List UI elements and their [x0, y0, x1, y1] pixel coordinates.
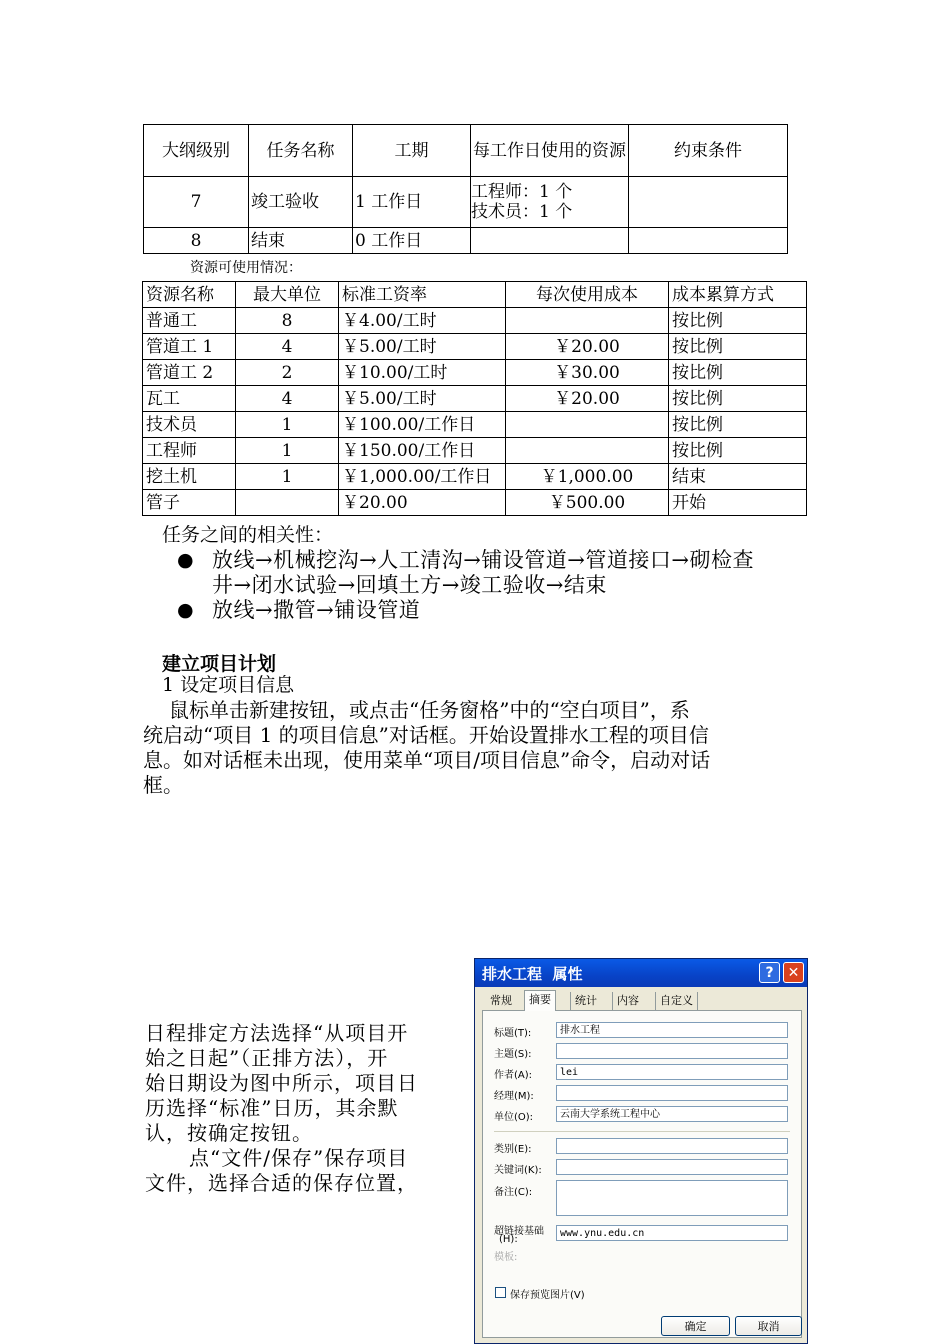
hyperlink-field[interactable]: www.ynu.edu.cn: [556, 1225, 788, 1241]
paragraph-line: 统启动“项目 1 的项目信息”对话框。开始设置排水工程的项目信: [143, 723, 709, 747]
task-header-name: 任务名称: [249, 125, 353, 177]
cancel-button[interactable]: 取消: [735, 1316, 802, 1336]
table-cell: 结束: [669, 464, 807, 490]
table-cell: [506, 412, 669, 438]
table-cell: 技术员: [143, 412, 236, 438]
tab-statistics[interactable]: 统计: [570, 992, 601, 1010]
preview-checkbox-label: 保存预览图片(V): [510, 1290, 585, 1301]
table-cell: 0 工作日: [353, 228, 471, 254]
task-header-constraint: 约束条件: [629, 125, 788, 177]
comments-field[interactable]: [556, 1180, 788, 1216]
table-cell: ￥1,000.00/工作日: [339, 464, 506, 490]
dialog-titlebar[interactable]: [475, 959, 807, 987]
tab-summary[interactable]: 摘要: [524, 990, 556, 1011]
table-cell: 按比例: [669, 386, 807, 412]
subheading: 1 设定项目信息: [162, 674, 295, 696]
category-label: 类别(E):: [494, 1144, 532, 1155]
table-cell: ￥30.00: [506, 360, 669, 386]
bullet-line: 井→闭水试验→回填土方→竣工验收→结束: [212, 573, 607, 597]
table-cell: 管道工 1: [143, 334, 236, 360]
resource-caption: 资源可使用情况：: [190, 260, 302, 276]
side-line: 认，按确定按钮。: [145, 1121, 313, 1145]
table-cell: ￥20.00: [506, 334, 669, 360]
table-cell: 8: [144, 228, 249, 254]
table-cell: 1 工作日: [353, 177, 471, 228]
table-cell: ￥10.00/工时: [339, 360, 506, 386]
hyperlink-label-key: (H):: [499, 1234, 518, 1245]
resource-header-cost: 每次使用成本: [506, 282, 669, 308]
dialog-title: 排水工程 属性: [482, 965, 583, 983]
table-cell: 管道工 2: [143, 360, 236, 386]
help-button[interactable]: ?: [759, 962, 780, 983]
section-heading: 建立项目计划: [162, 653, 277, 675]
table-cell: 8: [236, 308, 339, 334]
keywords-field[interactable]: [556, 1159, 788, 1175]
resource-header-accrue: 成本累算方式: [669, 282, 807, 308]
company-label: 单位(O):: [494, 1112, 534, 1123]
table-cell: ￥20.00: [339, 490, 506, 516]
side-line: 历选择“标准”日历，其余默: [145, 1096, 399, 1120]
company-field[interactable]: 云南大学系统工程中心: [556, 1106, 788, 1122]
table-cell: ￥5.00/工时: [339, 334, 506, 360]
dependencies-title: 任务之间的相关性：: [162, 524, 334, 546]
side-line: 文件，选择合适的保存位置，: [145, 1171, 418, 1195]
paragraph-line: 鼠标单击新建按钮，或点击“任务窗格”中的“空白项目”，系: [169, 698, 690, 722]
task-table: [143, 124, 788, 254]
properties-dialog: [474, 958, 808, 1344]
table-cell: 1: [236, 464, 339, 490]
table-cell: 按比例: [669, 412, 807, 438]
table-cell: ￥150.00/工作日: [339, 438, 506, 464]
table-cell: 2: [236, 360, 339, 386]
table-cell: ￥20.00: [506, 386, 669, 412]
table-cell: 4: [236, 334, 339, 360]
table-cell: 结束: [249, 228, 353, 254]
side-line: 始之日起”（正排方法），开: [145, 1046, 389, 1070]
bullet-line: 放线→撒管→铺设管道: [212, 598, 421, 622]
table-cell: 瓦工: [143, 386, 236, 412]
subject-field[interactable]: [556, 1043, 788, 1059]
table-cell: [471, 177, 629, 228]
table-cell: 开始: [669, 490, 807, 516]
table-cell: 1: [236, 412, 339, 438]
table-cell: ￥500.00: [506, 490, 669, 516]
manager-label: 经理(M):: [494, 1091, 534, 1102]
paragraph-line: 息。如对话框未出现，使用菜单“项目/项目信息”命令，启动对话: [143, 748, 711, 772]
table-cell: [629, 228, 788, 254]
paragraph-line: 框。: [143, 773, 183, 797]
table-cell: 4: [236, 386, 339, 412]
table-cell: 按比例: [669, 334, 807, 360]
resource-header-rate: 标准工资率: [339, 282, 506, 308]
preview-checkbox[interactable]: [495, 1287, 506, 1298]
close-button[interactable]: ✕: [783, 962, 804, 983]
table-cell: 挖土机: [143, 464, 236, 490]
table-cell: 1: [236, 438, 339, 464]
resource-header-max: 最大单位: [236, 282, 339, 308]
resource-line: 工程师：1 个: [471, 182, 573, 202]
task-header-level: 大纲级别: [144, 125, 249, 177]
bullet-dot-icon: ●: [177, 599, 194, 621]
bullet-line: 放线→机械挖沟→人工清沟→铺设管道→管道接口→砌检查: [212, 548, 754, 572]
keywords-label: 关键词(K):: [494, 1165, 542, 1176]
table-cell: [506, 308, 669, 334]
side-line: 日程排定方法选择“从项目开: [145, 1021, 409, 1045]
table-cell: 竣工验收: [249, 177, 353, 228]
title-field[interactable]: 排水工程: [556, 1022, 788, 1038]
table-cell: ￥100.00/工作日: [339, 412, 506, 438]
table-cell: 工程师: [143, 438, 236, 464]
table-cell: 按比例: [669, 308, 807, 334]
author-label: 作者(A):: [494, 1070, 533, 1081]
resource-line: 技术员：1 个: [471, 202, 573, 222]
category-field[interactable]: [556, 1138, 788, 1154]
comments-label: 备注(C):: [494, 1187, 533, 1198]
table-cell: 管子: [143, 490, 236, 516]
template-label: 模板:: [494, 1252, 518, 1263]
table-cell: ￥1,000.00: [506, 464, 669, 490]
bullet-dot-icon: ●: [177, 549, 194, 571]
table-cell: 按比例: [669, 360, 807, 386]
tab-contents[interactable]: 内容: [612, 992, 643, 1010]
resource-header-name: 资源名称: [143, 282, 236, 308]
table-cell: [236, 490, 339, 516]
table-cell: 7: [144, 177, 249, 228]
ok-button[interactable]: 确定: [661, 1316, 730, 1336]
table-cell: ￥4.00/工时: [339, 308, 506, 334]
resource-table: [142, 281, 807, 516]
task-header-resources: 每工作日使用的资源: [471, 125, 629, 177]
table-cell: ￥5.00/工时: [339, 386, 506, 412]
hyperlink-label: 超链接基础: [494, 1226, 544, 1237]
table-cell: [471, 228, 629, 254]
table-cell: 普通工: [143, 308, 236, 334]
side-line: 点“文件/保存”保存项目: [189, 1146, 409, 1170]
author-field[interactable]: lei: [556, 1064, 788, 1080]
separator: [494, 1131, 790, 1132]
subject-label: 主题(S):: [494, 1049, 532, 1060]
table-cell: 按比例: [669, 438, 807, 464]
manager-field[interactable]: [556, 1085, 788, 1101]
tab-general[interactable]: 常规: [490, 994, 512, 1007]
table-cell: [629, 177, 788, 228]
task-header-duration: 工期: [353, 125, 471, 177]
table-cell: [506, 438, 669, 464]
title-label: 标题(T):: [494, 1028, 532, 1039]
side-line: 始日期设为图中所示，项目日: [145, 1071, 418, 1095]
tab-custom[interactable]: 自定义: [655, 992, 698, 1010]
